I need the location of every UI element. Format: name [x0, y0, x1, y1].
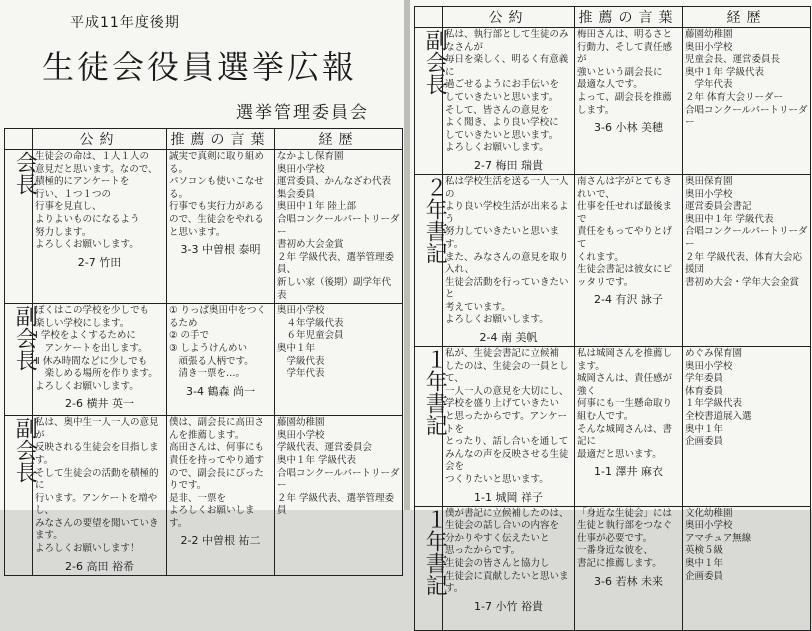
endorser-name: 2-2 中曽根 祐二: [180, 534, 261, 548]
career-cell: [683, 174, 811, 346]
pledge-text: ぼくはこの学校を少しでも 楽しい学校にします。 Ⅰ 学校をよくするために アンケートを出します。 Ⅱ 休み時間などに少しでも 楽しめる場所を作ります。 よろしくお願いします。: [35, 305, 158, 392]
pledge-text: 私は学校生活を送る一人一人の より良い学校生活が出来るよう 努力していきたいと思います。 また、みなさんの意見を取り入れ、 生徒会活動を行っていきたいと 考えています。 よろしくお願いします。: [445, 175, 569, 326]
endorser-name: 1-1 澤井 麻衣: [594, 465, 663, 479]
candidate-name: 2-7 竹田: [77, 255, 122, 269]
pledge-text: 僕が書記に立候補したのは、 生徒会の話し合いの内容を 分かりやすく伝えたいと 思ったからです。 生徒会の皆さんと協力し 生徒会に貢献したいと思います。: [445, 507, 569, 595]
endorsement-text: ① りっぱ奥田中をつくるため ② の手で ③ しようけんめい 頑張る人柄です。 清き一票を…。: [169, 305, 267, 380]
pledge-cell: [33, 304, 167, 416]
candidate-name: 2-4 南 美帆: [479, 331, 538, 345]
career-cell: [683, 28, 811, 175]
candidate-name: 1-1 城岡 祥子: [474, 490, 543, 504]
role-cell: [415, 28, 448, 175]
col-header-blank: [415, 7, 443, 28]
career-text: 藤園幼稚園 奥田小学校 学級代表、運営委員会 奥中１年 学級代表 合唱コンクールパートリーダー ２年 学級代表、選挙管理委員: [277, 417, 400, 517]
endorsement-cell: [575, 506, 683, 630]
col-header-endorsement: 推薦の言葉: [575, 7, 683, 28]
table-header-row: [415, 7, 811, 28]
col-header-pledge: 公約: [33, 129, 167, 150]
candidate-table-left: [4, 128, 403, 576]
candidate-name: 2-7 梅田 瑞貴: [474, 158, 543, 172]
role-cell: [415, 174, 448, 346]
endorsement-text: 誠実で真剣に取り組める。 パソコンも使いこなせる。 行事でも実行力がある ので、生徒会をやれる と思います。: [169, 151, 265, 238]
endorsement-text: 私は城岡さんを推薦します。 城岡さんは、責任感が強く 何事にも一生懸命取り組む人です。 そんな城岡さんは、書記に 最適だと思います。: [577, 348, 673, 460]
career-cell: [275, 150, 403, 304]
candidate-row: [5, 304, 403, 416]
pledge-cell: [33, 150, 167, 304]
career-text: 奥田小学校 ４年学級代表 ６年児童会員 奥中１年 学級代表 学年代表: [277, 305, 344, 380]
col-header-career: 経歴: [275, 129, 403, 150]
candidate-row: [415, 506, 811, 630]
role-cell: [415, 506, 448, 630]
issuer-label: 選挙管理委員会: [236, 103, 369, 123]
career-cell: [275, 304, 403, 416]
role-cell: [5, 416, 38, 576]
endorsement-text: 「身近な生徒会」には 生徒と執行部をつなぐ 仕事が必要です。 一番身近な彼を、 書記に推薦します。: [577, 507, 673, 569]
pledge-text: 私は、執行部として生徒のみなさんが 毎日を楽しく、明るく有意義に 過ごせるようにお手伝いを していきたいと思います。 そして、皆さんの意見を よく聞き、より良い学校に していきたいと思います。 よろしくお願いします。: [445, 29, 569, 154]
endorsement-text: 南さんは字がとてもきれいで、 仕事を任せれば最後まで 責任をもってやりとげて くれます。 生徒会書記は彼女にピッタリです。: [577, 175, 673, 288]
candidate-row: [415, 174, 811, 346]
pledge-text: 私は、奥中生一人一人の意見が 反映される生徒会を目指します。 そして生徒会の活動を積極的に 行います。アンケートを増やし、 みなさんの要望を聞いていきます。 よろしくお願いします！: [35, 417, 159, 555]
endorser-name: 3-6 若林 未来: [594, 574, 663, 588]
col-header-career: 経歴: [683, 7, 811, 28]
endorsement-cell: [167, 304, 275, 416]
endorsement-cell: [167, 416, 275, 576]
col-header-blank: [5, 129, 33, 150]
col-header-pledge: 公約: [443, 7, 575, 28]
role-label: １年書記: [422, 348, 448, 437]
career-text: 藤園幼稚園 奥田小学校 児童会長、運営委員長 奥中１年 学級代表 学年代表 ２年 体育大会リーダー 合唱コンクールパートリーダー: [685, 29, 808, 129]
table-header-row: [5, 129, 403, 150]
role-cell: [415, 347, 448, 507]
candidate-name: 1-7 小竹 裕貴: [474, 599, 543, 613]
career-cell: [683, 347, 811, 507]
candidate-name: 2-6 横井 英一: [65, 397, 134, 411]
candidate-row: [415, 28, 811, 175]
endorser-name: 3-4 鶴森 尚一: [186, 384, 255, 398]
endorsement-text: 梅田さんは、明るさと 行動力、そして責任感が 強いという副会長に 最適な人です。 よって、副会長を推薦します。: [577, 29, 673, 116]
page-title: 生徒会役員選挙広報: [42, 48, 358, 86]
pledge-cell: [443, 174, 575, 346]
career-text: 文化幼稚園 奥田小学校 アマチュア無線 英検５級 奥中１年 企画委員: [685, 507, 752, 582]
candidate-name: 2-6 高田 裕希: [65, 559, 134, 573]
endorser-name: 3-3 中曽根 泰明: [180, 243, 261, 257]
role-label: 副会長: [422, 29, 448, 95]
pledge-text: 私が、生徒会書記に立候補 したのは、生徒会の一員として、 一人一人の意見を大切にし、 学校を盛り上げていきたい と思ったからです。アンケートを とったり、話し合いを通して みんなの声を反映させる生徒会を つくりたいと思います。: [445, 348, 569, 485]
col-header-endorsement: 推薦の言葉: [167, 129, 275, 150]
pledge-text: 生徒会の命は、１人１人の 意見だと思います。なので、 積極的にアンケートを 行い、１つ１つの 行事を見直し、 よりよいものになるよう 努力します。 よろしくお願いします。: [35, 151, 158, 251]
endorsement-text: 僕は、副会長に高田さんを推薦します。 高田さんは、何事にも 責任を持ってやり通す ので、副会長にぴったりです。 是非、一票を よろしくお願いします。: [169, 417, 265, 529]
role-label: ２年書記: [422, 175, 448, 264]
candidate-row: [415, 347, 811, 507]
role-cell: [5, 304, 38, 416]
role-cell: [5, 150, 38, 304]
term-label: 平成11年度後期: [70, 15, 180, 31]
career-text: 奥田保育園 奥田小学校 運営委員会書記 奥田中１年 学級代表 合唱コンクールパートリーダー ２年 学級代表、体育大会応援団 書初め大会・学年大会金賞: [685, 175, 808, 288]
endorsement-cell: [167, 150, 275, 304]
pledge-cell: [443, 506, 575, 630]
role-label: 会長: [12, 151, 38, 195]
candidate-table-right: [414, 6, 811, 631]
endorsement-cell: [575, 174, 683, 346]
left-page: [0, 0, 404, 573]
career-text: めぐみ保育園 奥田小学校 学年委員 体育委員 １年学級代表 全校書道展入選 奥中１年 企画委員: [685, 348, 752, 448]
endorsement-cell: [575, 28, 683, 175]
pledge-cell: [33, 416, 167, 576]
candidate-row: [5, 150, 403, 304]
career-cell: [275, 416, 403, 576]
career-cell: [683, 506, 811, 630]
candidate-row: [5, 416, 403, 576]
endorser-name: 3-6 小林 美穂: [594, 121, 663, 135]
role-label: 副会長: [12, 305, 38, 372]
role-label: 副会長: [12, 417, 38, 484]
right-page: [410, 0, 812, 613]
pledge-cell: [443, 347, 575, 507]
pledge-cell: [443, 28, 575, 175]
career-text: なかよし保育園 奥田小学校 運営委員、かんなざわ代表 集会委員 奥田中１年 陸上部 合唱コンクールパートリーダー 書初め大会金賞 ２年 学級代表、選挙管理委員、 新しい家（後期）副学年代表: [277, 151, 400, 301]
endorsement-cell: [575, 347, 683, 507]
role-label: １年書記: [422, 507, 448, 596]
endorser-name: 2-4 有沢 詠子: [594, 293, 663, 307]
